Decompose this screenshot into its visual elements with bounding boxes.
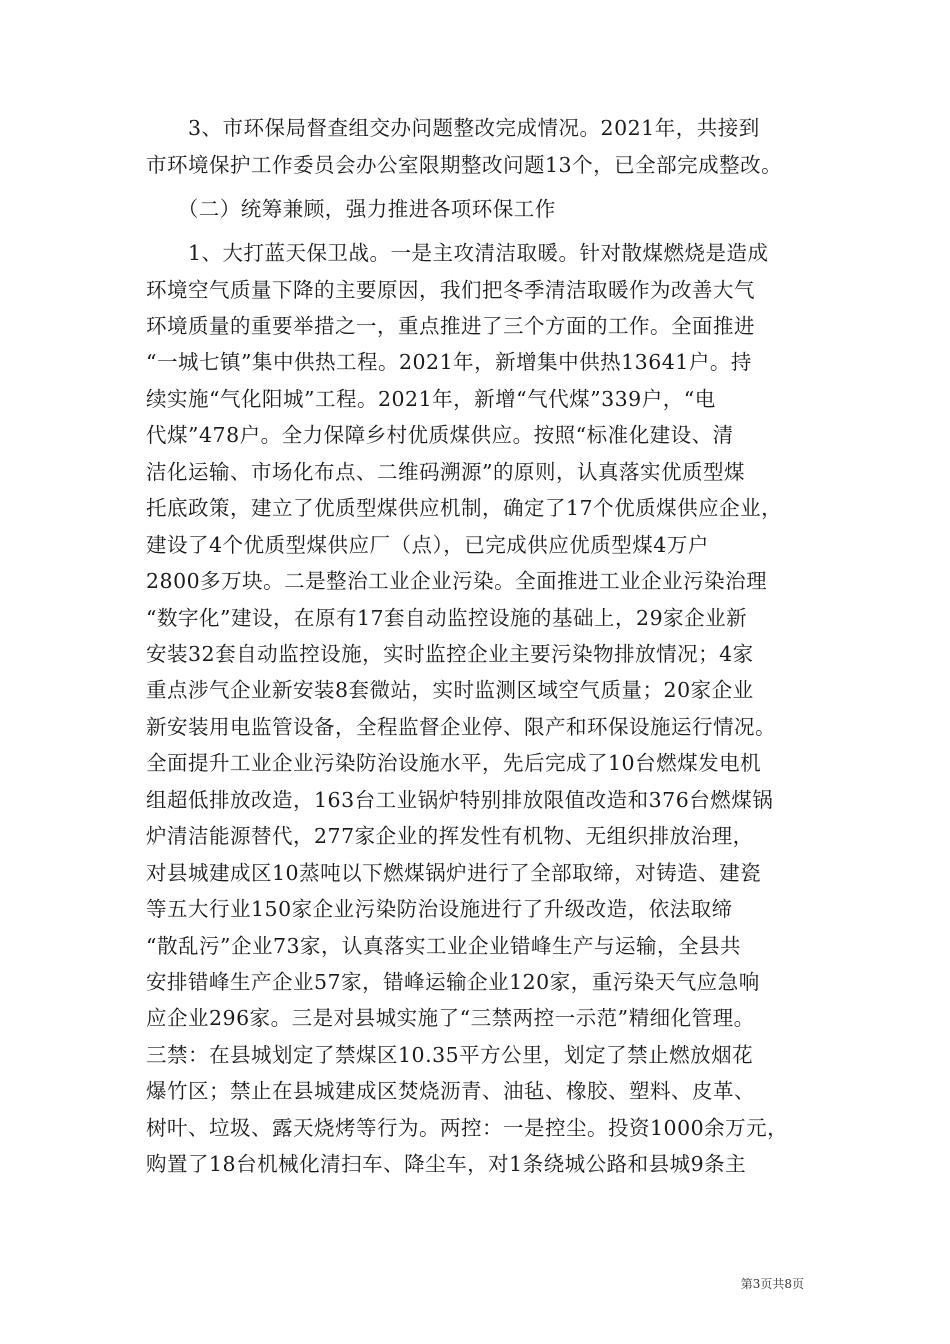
text-line: 2800多万块。二是整治工业企业污染。全面推进工业企业污染治理 <box>146 569 768 593</box>
text-line: “一城七镇”集中供热工程。2021年，新增集中供热13641户。持 <box>146 350 752 374</box>
text-line: 购置了18台机械化清扫车、降尘车，对1条绕城公路和县城9条主 <box>146 1152 747 1176</box>
text-line: 市环境保护工作委员会办公室限期整改问题13个，已全部完成整改。 <box>146 153 783 177</box>
text-line: 建设了4个优质型煤供应厂（点），已完成供应优质型煤4万户 <box>146 533 709 557</box>
text-line: 托底政策，建立了优质型煤供应机制，确定了17个优质煤供应企业， <box>146 496 783 520</box>
text-line: 炉清洁能源替代，277家企业的挥发性有机物、无组织排放治理， <box>146 824 754 848</box>
text-line: 代煤”478户。全力保障乡村优质煤供应。按照“标准化建设、清 <box>146 423 734 447</box>
text-line: 组超低排放改造，163台工业锅炉特别排放限值改造和376台燃煤锅 <box>146 788 774 812</box>
text-line: “散乱污”企业73家，认真落实工业企业错峰生产与运输，全县共 <box>146 934 742 958</box>
text-line: 3、市环保局督查组交办问题整改完成情况。2021年，共接到 <box>146 116 760 140</box>
text-line: 续实施“气化阳城”工程。2021年，新增“气代煤”339户，“电 <box>146 387 716 411</box>
text-line: “数字化”建设，在原有17套自动监控设施的基础上，29家企业新 <box>146 606 748 630</box>
text-line: 1、大打蓝天保卫战。一是主攻清洁取暖。针对散煤燃烧是造成 <box>146 241 769 265</box>
text-line: 重点涉气企业新安装8套微站，实时监测区域空气质量；20家企业 <box>146 678 754 702</box>
text-line: 对县城建成区10蒸吨以下燃煤锅炉进行了全部取缔，对铸造、建瓷 <box>146 861 762 885</box>
text-line: 安排错峰生产企业57家，错峰运输企业120家，重污染天气应急响 <box>146 970 760 994</box>
text-line: 树叶、垃圾、露天烧烤等行为。两控：一是控尘。投资1000余万元， <box>146 1116 789 1140</box>
text-line: 环境空气质量下降的主要原因，我们把冬季清洁取暖作为改善大气 <box>146 278 755 302</box>
page-number-footer: 第3页共8页 <box>740 1277 804 1291</box>
text-line: 洁化运输、市场化布点、二维码溯源”的原则，认真落实优质型煤 <box>146 460 745 484</box>
text-line: 全面提升工业企业污染防治设施水平，先后完成了10台燃煤发电机 <box>146 751 762 775</box>
section-heading: （二）统筹兼顾，强力推进各项环保工作 <box>146 197 556 221</box>
text-line: 三禁：在县城划定了禁煤区10.35平方公里，划定了禁止燃放烟花 <box>146 1043 754 1067</box>
text-line: 应企业296家。三是对县城实施了“三禁两控一示范”精细化管理。 <box>146 1006 755 1030</box>
text-line: 环境质量的重要举措之一，重点推进了三个方面的工作。全面推进 <box>146 314 755 338</box>
text-line: 等五大行业150家企业污染防治设施进行了升级改造，依法取缔 <box>146 897 733 921</box>
text-line: 爆竹区；禁止在县城建成区焚烧沥青、油毡、橡胶、塑料、皮革、 <box>146 1079 755 1103</box>
text-line: 安装32套自动监控设施，实时监控企业主要污染物排放情况；4家 <box>146 642 754 666</box>
text-line: 新安装用电监管设备，全程监督企业停、限产和环保设施运行情况。 <box>146 715 776 739</box>
